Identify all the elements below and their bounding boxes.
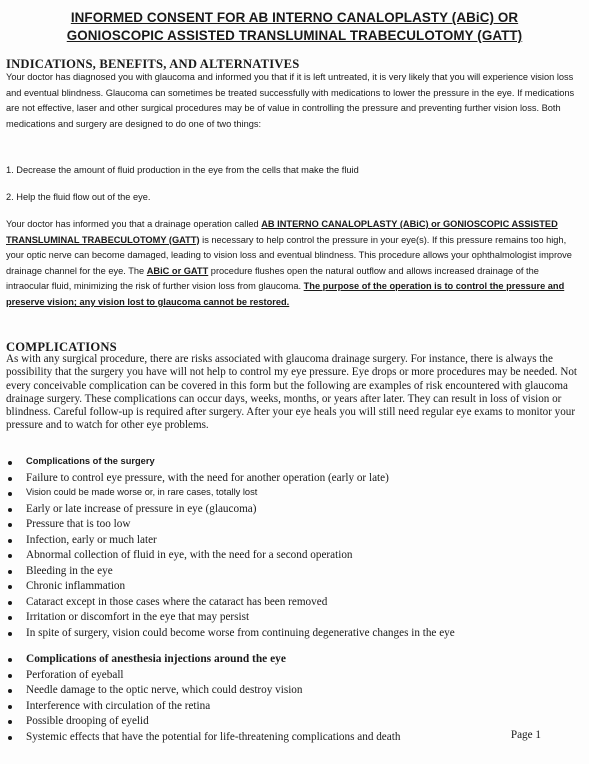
list-item: Possible drooping of eyelid (6, 715, 566, 731)
list-item: Chronic inflammation (6, 580, 566, 596)
indications-item-1: 1. Decrease the amount of fluid production in the eye from the cells that make the fluid (6, 165, 359, 175)
list-item: Bleeding in the eye (6, 565, 566, 581)
list-item: Irritation or discomfort in the eye that may persist (6, 611, 566, 627)
list-item: Systemic effects that have the potential for life-threatening complications and death (6, 731, 566, 747)
page-number: Page 1 (510, 729, 541, 741)
list-item: Needle damage to the optic nerve, which could destroy vision (6, 684, 566, 700)
surgery-complications-heading: Complications of the surgery (6, 456, 566, 472)
list-item: Abnormal collection of fluid in eye, with the need for a second operation (6, 549, 566, 565)
list-item: Interference with circulation of the retina (6, 700, 566, 716)
procedure-text-e: procedure flushes open the natural outflow and allows increased drainage of the intraocular fluid, minimizing the risk of further vision loss from glaucoma. (6, 265, 539, 292)
list-item: Infection, early or much later (6, 534, 566, 550)
indications-intro: Your doctor has diagnosed you with glaucoma and informed you that if it is left untreated, it is very likely that you will experience vision loss and eventual blindness. Glaucoma can sometimes be treated successfully with medications to lower the pressure in the eye. If medications are not effective, laser and other surgical procedures may be of value in controlling the pressure and preventing further vision loss. Both medications and surgery are designed to do one of two things: (6, 72, 575, 129)
complications-heading: COMPLICATIONS (6, 340, 117, 354)
list-item: Perforation of eyeball (6, 669, 566, 685)
list-item: Failure to control eye pressure, with the need for another operation (early or late) (6, 472, 566, 488)
indications-item-2: 2. Help the fluid flow out of the eye. (6, 192, 151, 202)
complications-intro: As with any surgical procedure, there are risks associated with glaucoma drainage surgery. For instance, there is always the possibility that the surgery you have will not help to control my eye pressure. Eye drops or more procedures may be needed. Not every conceivable complication can be covered in this form but the following are examples of risk encountered with glaucoma drainage surgery. These complications can occur days, weeks, months, or years after later. They can result in loss of vision or blindness. Careful follow-up is required after surgery. After your eye heals you will still need regular eye exams to monitor your pressure and to watch for other eye problems. (6, 353, 577, 432)
indications-heading: INDICATIONS, BENEFITS, AND ALTERNATIVES (6, 57, 300, 71)
procedure-paragraph (6, 217, 578, 311)
anesthesia-complications-list (6, 653, 566, 746)
document-title-line-2: GONIOSCOPIC ASSISTED TRANSLUMINAL TRABECULOTOMY (GATT) (66, 28, 523, 43)
anesthesia-complications-heading: Complications of anesthesia injections around the eye (6, 653, 566, 669)
procedure-abbrev: ABiC or GATT (146, 265, 209, 276)
purpose-statement: The purpose of the operation is to control the pressure and preserve vision; any vision lost to glaucoma cannot be restored. (6, 281, 565, 307)
list-item: Early or late increase of pressure in eye (glaucoma) (6, 503, 566, 519)
document-title-line-1: INFORMED CONSENT FOR AB INTERNO CANALOPLASTY (ABiC) OR (70, 10, 519, 25)
list-item: In spite of surgery, vision could become worse from continuing degenerative changes in the eye (6, 627, 566, 643)
procedure-text-c: is necessary to help control the pressure in your eye(s). If this pressure remains too high, your optic nerve can become damaged, leading to vision loss and eventual blindness. This procedure allows your ophthalmologist improve drainage channel for the eye. The (6, 234, 572, 276)
list-item: Cataract except in those cases where the cataract has been removed (6, 596, 566, 612)
procedure-text-a: Your doctor has informed you that a drainage operation called (6, 219, 262, 229)
procedure-name: AB INTERNO CANALOPLASTY (ABiC) or GONIOSCOPIC ASSISTED TRANSLUMINAL TRABECULOTOMY (GATT) (6, 219, 558, 245)
surgery-complications-list (6, 456, 566, 642)
list-item: Vision could be made worse or, in rare cases, totally lost (6, 487, 566, 503)
list-item: Pressure that is too low (6, 518, 566, 534)
